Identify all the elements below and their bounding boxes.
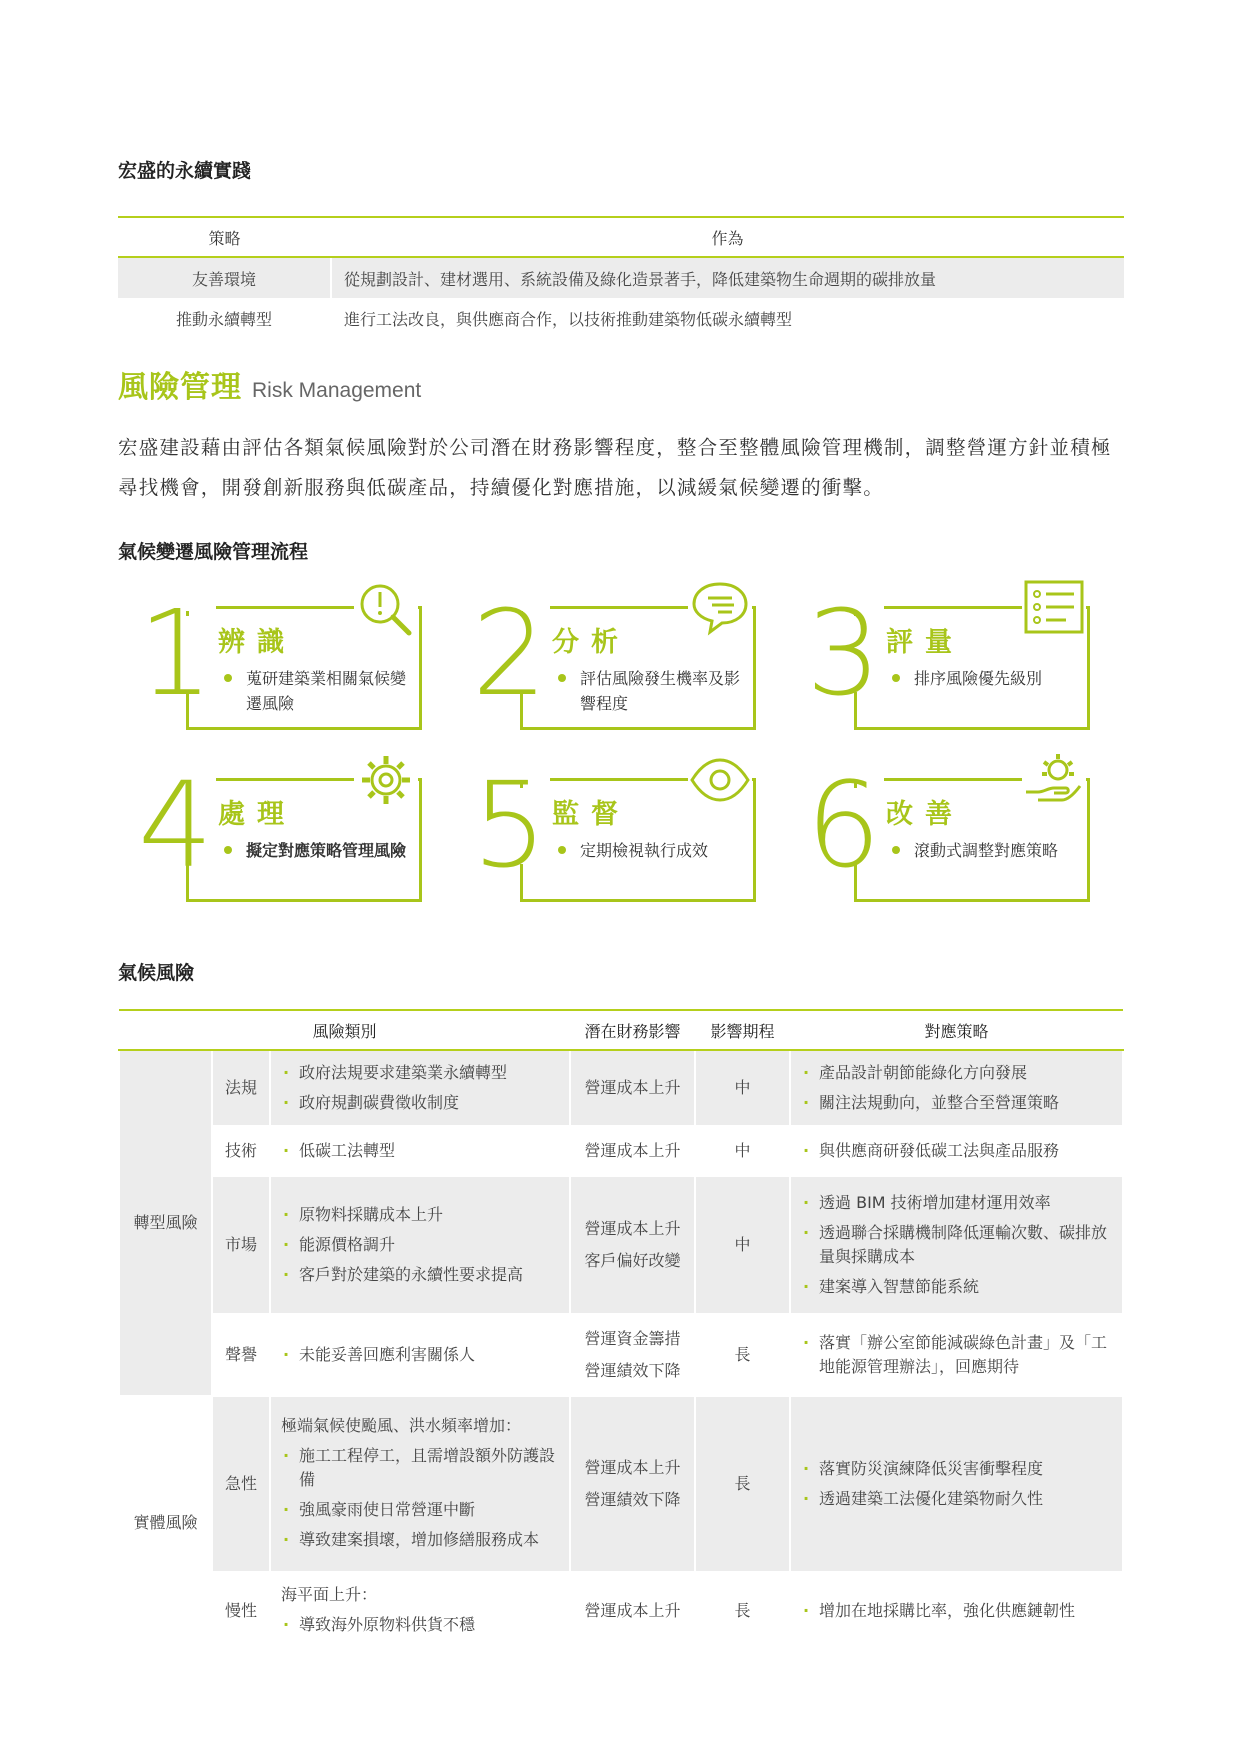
sub-market: 市場 [212, 1176, 270, 1314]
list-item: · 產品設計朝節能綠化方向發展 [801, 1061, 1112, 1085]
fin-impact: 營運成本上升 [584, 1078, 681, 1097]
gear-icon [354, 752, 418, 808]
strategy-cell: 推動永續轉型 [175, 310, 272, 329]
list-item: · 導致建案損壞，增加修繕服務成本 [281, 1528, 559, 1552]
col-action: 作為 [331, 217, 1124, 257]
fin-impact: 營運成本上升 [584, 1141, 681, 1160]
fin-impact: 營運成本上升 [584, 1601, 681, 1620]
risk-title-en: Risk Management [252, 379, 422, 402]
list-item: · 透過建築工法優化建築物耐久性 [801, 1487, 1112, 1511]
sustain-heading: 宏盛的永續實踐 [118, 160, 252, 182]
action-cell: 從規劃設計、建材選用、系統設備及綠化造景著手，降低建築物生命週期的碳排放量 [331, 257, 1124, 298]
col-category: 風險類別 [119, 1010, 570, 1050]
step-desc: 滾動式調整對應策略 [914, 841, 1059, 860]
step-title: 改善 [886, 799, 964, 830]
step-desc: 排序風險優先級別 [914, 669, 1043, 688]
list-item: · 透過 BIM 技術增加建材運用效率 [801, 1191, 1112, 1215]
list-item: · 政府法規要求建築業永續轉型 [281, 1061, 559, 1085]
period: 中 [695, 1126, 790, 1176]
risk-title [118, 362, 421, 406]
list-item: · 落實「辦公室節能減碳綠色計畫」及「工地能源管理辦法」，回應期待 [801, 1331, 1112, 1379]
list-item: · 強風豪雨使日常營運中斷 [281, 1498, 559, 1522]
step-title: 評量 [886, 627, 964, 658]
sub-reputation: 聲譽 [212, 1314, 270, 1396]
step-number: 1 [138, 584, 214, 722]
speech-bubble-icon [688, 580, 752, 636]
period: 長 [695, 1572, 790, 1650]
table-row [118, 298, 1124, 339]
process-step-2 [472, 584, 812, 748]
list-item: · 建案導入智慧節能系統 [801, 1275, 1112, 1299]
period: 中 [695, 1050, 790, 1126]
col-strategy: 策略 [118, 217, 331, 257]
process-step-4 [138, 756, 478, 920]
bullet-icon [558, 674, 566, 682]
list-item: · 增加在地採購比率，強化供應鏈韌性 [801, 1599, 1112, 1623]
sub-chronic: 慢性 [212, 1572, 270, 1650]
list-item: · 原物料採購成本上升 [281, 1203, 559, 1227]
fin-impact: 營運績效下降 [584, 1361, 681, 1380]
table-row [118, 257, 1124, 298]
col-strategy: 對應策略 [790, 1010, 1123, 1050]
table-row [119, 1572, 1123, 1650]
climate-risk-table [118, 1009, 1124, 1651]
col-period: 影響期程 [695, 1010, 790, 1050]
group-physical: 實體風險 [119, 1396, 212, 1650]
step-desc: 定期檢視執行成效 [580, 841, 709, 860]
table-row [119, 1176, 1123, 1314]
list-item: · 與供應商研發低碳工法與產品服務 [801, 1139, 1112, 1163]
process-step-5 [472, 756, 812, 920]
eye-icon [688, 752, 752, 808]
fin-impact: 營運成本上升 [584, 1458, 681, 1477]
list-item: · 導致海外原物料供貨不穩 [281, 1613, 559, 1637]
bullet-icon [224, 846, 232, 854]
fin-impact: 營運資金籌措 [584, 1329, 681, 1348]
risk-intro: 宏盛建設藉由評估各類氣候風險對於公司潛在財務影響程度，整合至整體風險管理機制，調整營運方針並積極尋找機會，開發創新服務與低碳產品，持續優化對應措施，以減緩氣候變遷的衝擊。 [118, 436, 1112, 499]
step-number: 5 [472, 756, 548, 894]
climate-heading: 氣候風險 [118, 962, 195, 984]
col-financial: 潛在財務影響 [570, 1010, 695, 1050]
process-step-6 [806, 756, 1146, 920]
period: 長 [695, 1396, 790, 1572]
list-item: · 施工工程停工，且需增設額外防護設備 [281, 1444, 559, 1492]
fin-impact: 營運成本上升 [584, 1219, 681, 1238]
period: 中 [695, 1176, 790, 1314]
bullet-icon [224, 674, 232, 682]
items-lead: 海平面上升： [281, 1585, 378, 1604]
action-cell: 進行工法改良，與供應商合作，以技術推動建築物低碳永續轉型 [331, 298, 1124, 339]
table-row [119, 1050, 1123, 1126]
list-item: · 關注法規動向，並整合至營運策略 [801, 1091, 1112, 1115]
group-transition: 轉型風險 [119, 1050, 212, 1396]
strategy-cell: 友善環境 [118, 257, 331, 298]
hand-gear-icon [1022, 752, 1086, 808]
risk-title-zh: 風險管理 [118, 370, 242, 405]
list-item: · 未能妥善回應利害關係人 [281, 1343, 559, 1367]
list-item: · 客戶對於建築的永續性要求提高 [281, 1263, 559, 1287]
fin-impact: 營運績效下降 [584, 1490, 681, 1509]
step-number: 2 [472, 584, 548, 722]
sustain-table [118, 216, 1124, 339]
checklist-icon [1022, 580, 1086, 636]
list-item: · 透過聯合採購機制降低運輸次數、碳排放量與採購成本 [801, 1221, 1112, 1269]
step-desc: 擬定對應策略管理風險 [246, 841, 407, 860]
step-title: 分析 [552, 627, 630, 658]
step-number: 6 [806, 756, 882, 894]
list-item: · 政府規劃碳費徵收制度 [281, 1091, 559, 1115]
bullet-icon [558, 846, 566, 854]
period: 長 [695, 1314, 790, 1396]
step-desc: 蒐研建築業相關氣候變遷風險 [246, 669, 407, 713]
list-item: · 能源價格調升 [281, 1233, 559, 1257]
process-heading: 氣候變遷風險管理流程 [118, 541, 309, 563]
fin-impact: 客戶偏好改變 [584, 1251, 681, 1270]
sub-law: 法規 [212, 1050, 270, 1126]
step-title: 處理 [218, 799, 296, 830]
table-row [119, 1396, 1123, 1572]
process-step-3 [806, 584, 1146, 748]
step-desc: 評估風險發生機率及影響程度 [580, 669, 741, 713]
step-number: 3 [806, 584, 882, 722]
step-title: 監督 [552, 799, 630, 830]
bullet-icon [892, 674, 900, 682]
magnifier-alert-icon [354, 580, 418, 636]
table-row [119, 1126, 1123, 1176]
sub-acute: 急性 [212, 1396, 270, 1572]
process-step-1 [138, 584, 478, 748]
step-title: 辨識 [218, 627, 296, 658]
sub-tech: 技術 [212, 1126, 270, 1176]
table-row [119, 1314, 1123, 1396]
items-lead: 極端氣候使颱風、洪水頻率增加： [281, 1416, 522, 1435]
list-item: · 低碳工法轉型 [281, 1139, 559, 1163]
list-item: · 落實防災演練降低災害衝擊程度 [801, 1457, 1112, 1481]
step-number: 4 [138, 756, 214, 894]
bullet-icon [892, 846, 900, 854]
